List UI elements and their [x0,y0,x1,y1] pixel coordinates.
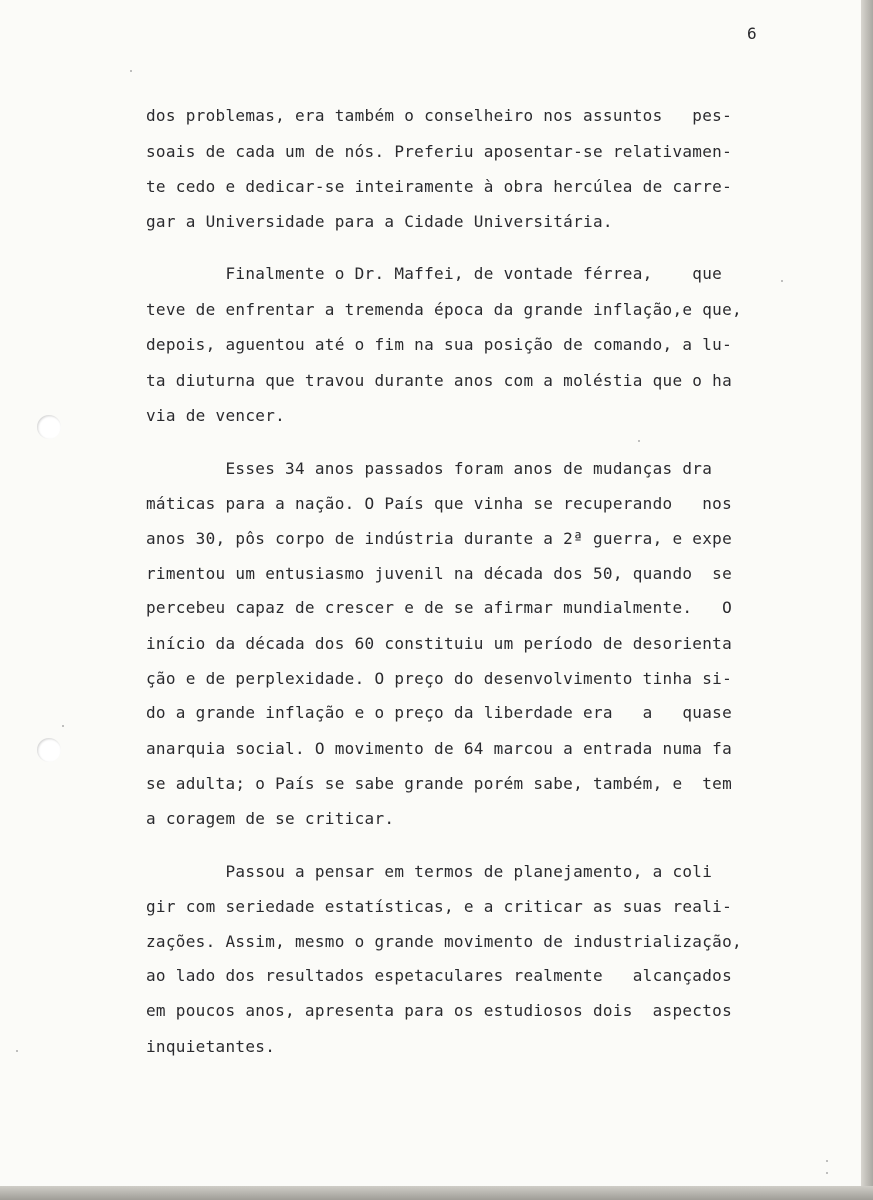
text-line: do a grande inflação e o preço da liberdade era a quase [146,703,733,722]
text-line: inquietantes. [146,1037,276,1056]
text-line: anarquia social. O movimento de 64 marcou a entrada numa fa [146,739,733,758]
text-line: em poucos anos, apresenta para os estudiosos dois aspectos [146,1001,733,1020]
text-line: depois, aguentou até o fim na sua posição de comando, a lu- [146,335,733,354]
scan-edge-right [861,0,873,1200]
scan-edge-bottom [0,1186,873,1200]
text-line: rimentou um entusiasmo juvenil na década dos 50, quando se [146,564,733,583]
text-line: ção e de perplexidade. O preço do desenvolvimento tinha si- [146,669,733,688]
text-line: te cedo e dedicar-se inteiramente à obra hercúlea de carre- [146,177,733,196]
text-line: zações. Assim, mesmo o grande movimento de industrialização, [146,932,742,951]
text-line: gar a Universidade para a Cidade Universitária. [146,212,613,231]
text-line: soais de cada um de nós. Preferiu aposentar-se relativamen- [146,142,733,161]
text-line: ao lado dos resultados espetaculares realmente alcançados [146,966,733,985]
paper-speck [781,280,783,282]
text-line: ta diuturna que travou durante anos com a moléstia que o ha [146,371,733,390]
text-line: Esses 34 anos passados foram anos de mudanças dra [146,459,713,478]
paper-speck [826,1172,828,1174]
text-line: a coragem de se criticar. [146,809,395,828]
text-line: dos problemas, era também o conselheiro nos assuntos pes- [146,106,733,125]
text-line: gir com seriedade estatísticas, e a criticar as suas reali- [146,897,733,916]
page-number: 6 [747,24,758,43]
text-line: se adulta; o País se sabe grande porém sabe, também, e tem [146,774,733,793]
text-line: percebeu capaz de crescer e de se afirmar mundialmente. O [146,598,733,617]
paper-speck [638,440,640,442]
text-line: máticas para a nação. O País que vinha se recuperando nos [146,494,733,513]
punch-hole-bottom [37,738,61,762]
text-line: Passou a pensar em termos de planejamento, a coli [146,862,713,881]
paper-speck [826,1160,828,1162]
text-line: anos 30, pôs corpo de indústria durante a 2ª guerra, e expe [146,529,733,548]
text-line: via de vencer. [146,406,286,425]
paper-speck [62,725,64,727]
paper-speck [130,70,132,72]
text-line: teve de enfrentar a tremenda época da grande inflação,e que, [146,300,742,319]
punch-hole-top [37,415,61,439]
paper-speck [16,1050,18,1052]
text-line: Finalmente o Dr. Maffei, de vontade férrea, que [146,264,723,283]
text-line: início da década dos 60 constituiu um período de desorienta [146,634,733,653]
